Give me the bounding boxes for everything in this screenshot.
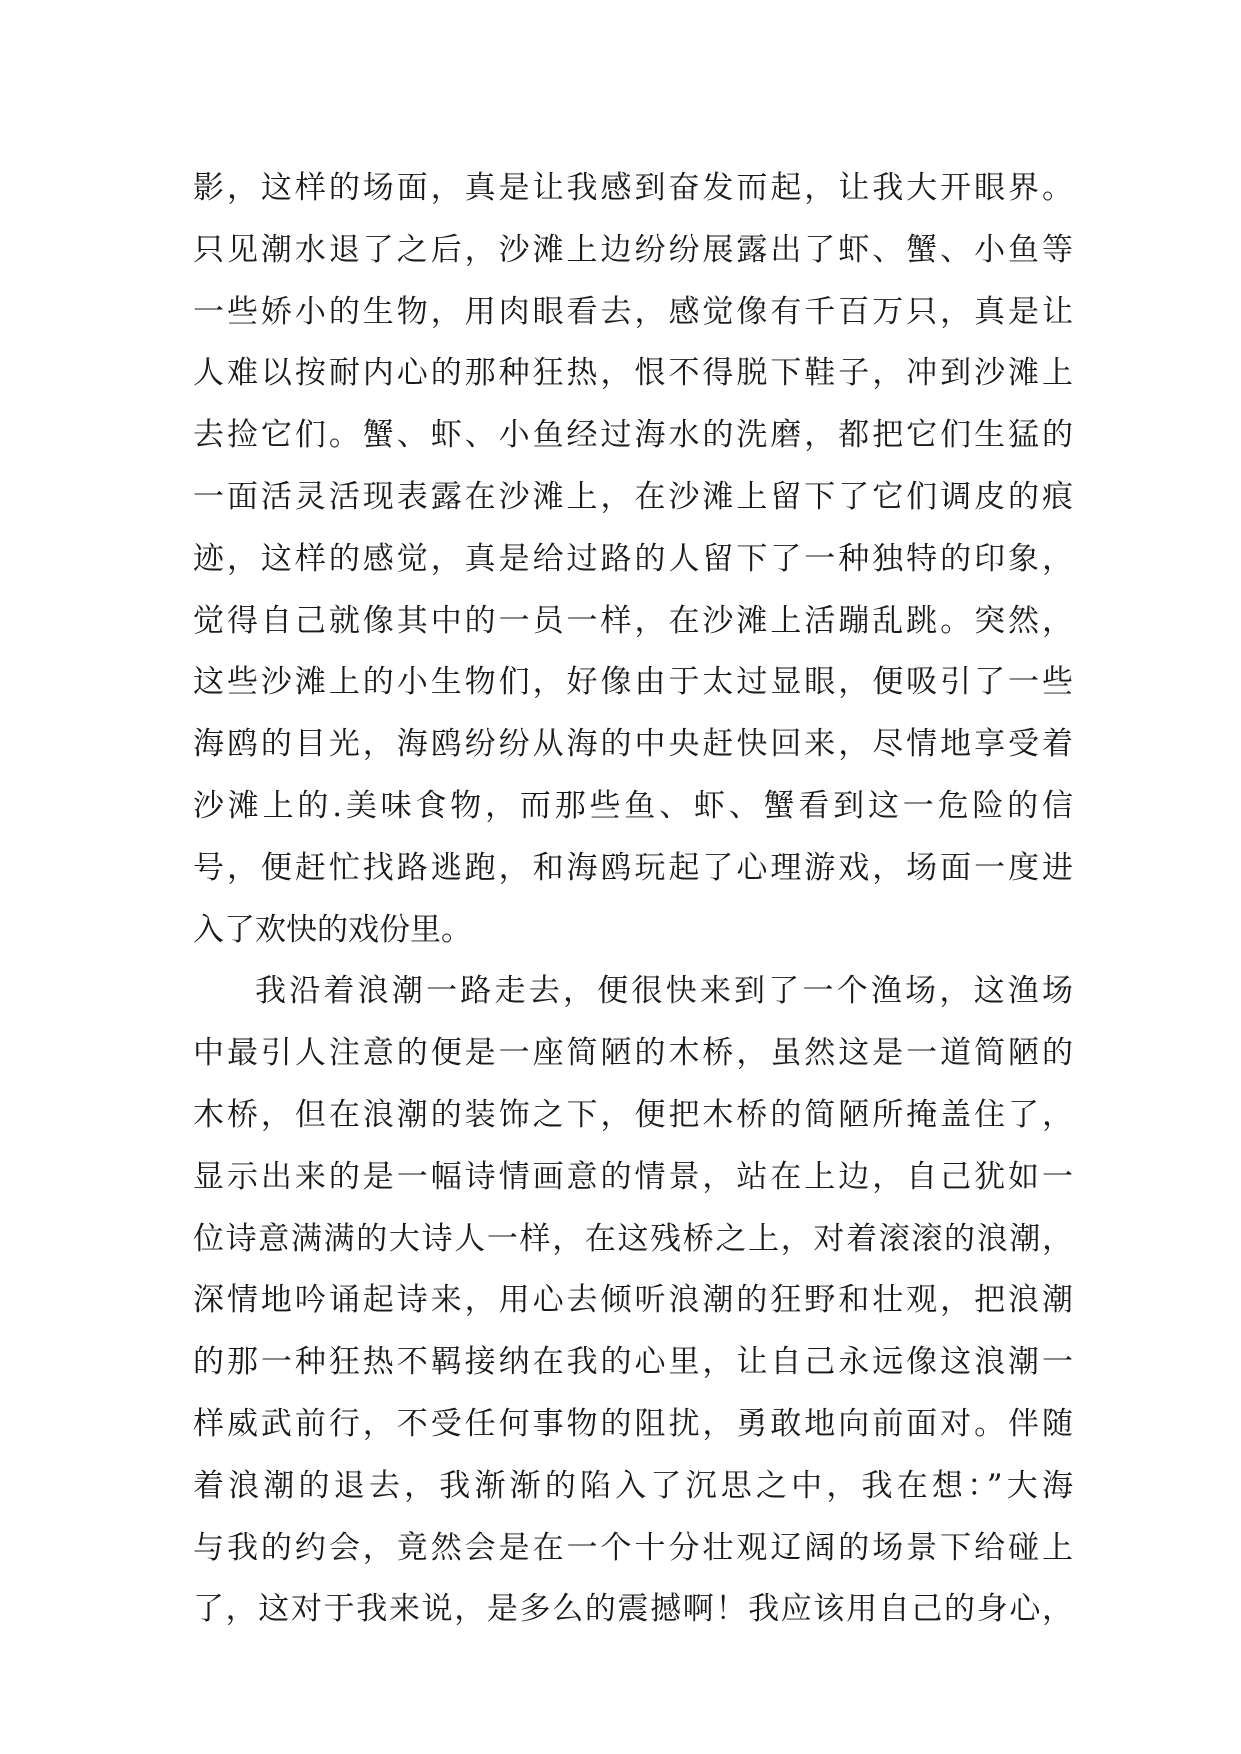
text-line: 的那一种狂热不羁接纳在我的心里，让自己永远像这浪潮一 <box>193 1344 1073 1381</box>
text-line: 这些沙滩上的小生物们，好像由于太过显眼，便吸引了一些 <box>193 664 1073 701</box>
text-line: 一些娇小的生物，用肉眼看去，感觉像有千百万只，真是让 <box>193 293 1073 330</box>
text-line: 只见潮水退了之后，沙滩上边纷纷展露出了虾、蟹、小鱼等 <box>193 231 1073 268</box>
text-line: 位诗意满满的大诗人一样，在这残桥之上，对着滚滚的浪潮， <box>193 1220 1073 1257</box>
text-line: 入了欢快的戏份里。 <box>193 911 472 948</box>
text-line: 去捡它们。蟹、虾、小鱼经过海水的洗磨，都把它们生猛的 <box>193 417 1073 454</box>
text-line: 显示出来的是一幅诗情画意的情景，站在上边，自己犹如一 <box>193 1158 1073 1195</box>
text-line: 深情地吟诵起诗来，用心去倾听浪潮的狂野和壮观，把浪潮 <box>193 1282 1073 1319</box>
body-text <box>193 158 1073 1641</box>
text-line: 海鸥的目光，海鸥纷纷从海的中央赶快回来，尽情地享受着 <box>193 726 1073 763</box>
text-line: 一面活灵活现表露在沙滩上，在沙滩上留下了它们调皮的痕 <box>193 478 1073 515</box>
text-line: 号，便赶忙找路逃跑，和海鸥玩起了心理游戏，场面一度进 <box>193 849 1073 886</box>
text-line: 与我的约会，竟然会是在一个十分壮观辽阔的场景下给碰上 <box>193 1529 1073 1566</box>
text-line: 觉得自己就像其中的一员一样，在沙滩上活蹦乱跳。突然， <box>193 602 1073 639</box>
text-line: 人难以按耐内心的那种狂热，恨不得脱下鞋子，冲到沙滩上 <box>193 355 1073 392</box>
text-line: 中最引人注意的便是一座简陋的木桥，虽然这是一道简陋的 <box>193 1035 1073 1072</box>
text-line: 样威武前行，不受任何事物的阻扰，勇敢地向前面对。伴随 <box>193 1405 1073 1442</box>
text-line: 影，这样的场面，真是让我感到奋发而起，让我大开眼界。 <box>193 170 1073 206</box>
text-line: 迹，这样的感觉，真是给过路的人留下了一种独特的印象， <box>193 540 1073 577</box>
text-line: 了，这对于我来说，是多么的震撼啊！我应该用自己的身心， <box>193 1591 1073 1628</box>
text-line: 着浪潮的退去，我渐渐的陷入了沉思之中，我在想：”大海 <box>193 1467 1073 1504</box>
paragraph-1 <box>193 158 1073 961</box>
text-line: 木桥，但在浪潮的装饰之下，便把木桥的简陋所掩盖住了， <box>193 1096 1073 1133</box>
text-line: 沙滩上的.美味食物，而那些鱼、虾、蟹看到这一危险的信 <box>193 787 1073 824</box>
text-line: 我沿着浪潮一路走去，便很快来到了一个渔场，这渔场 <box>255 973 1073 1010</box>
paragraph-2 <box>193 961 1073 1641</box>
